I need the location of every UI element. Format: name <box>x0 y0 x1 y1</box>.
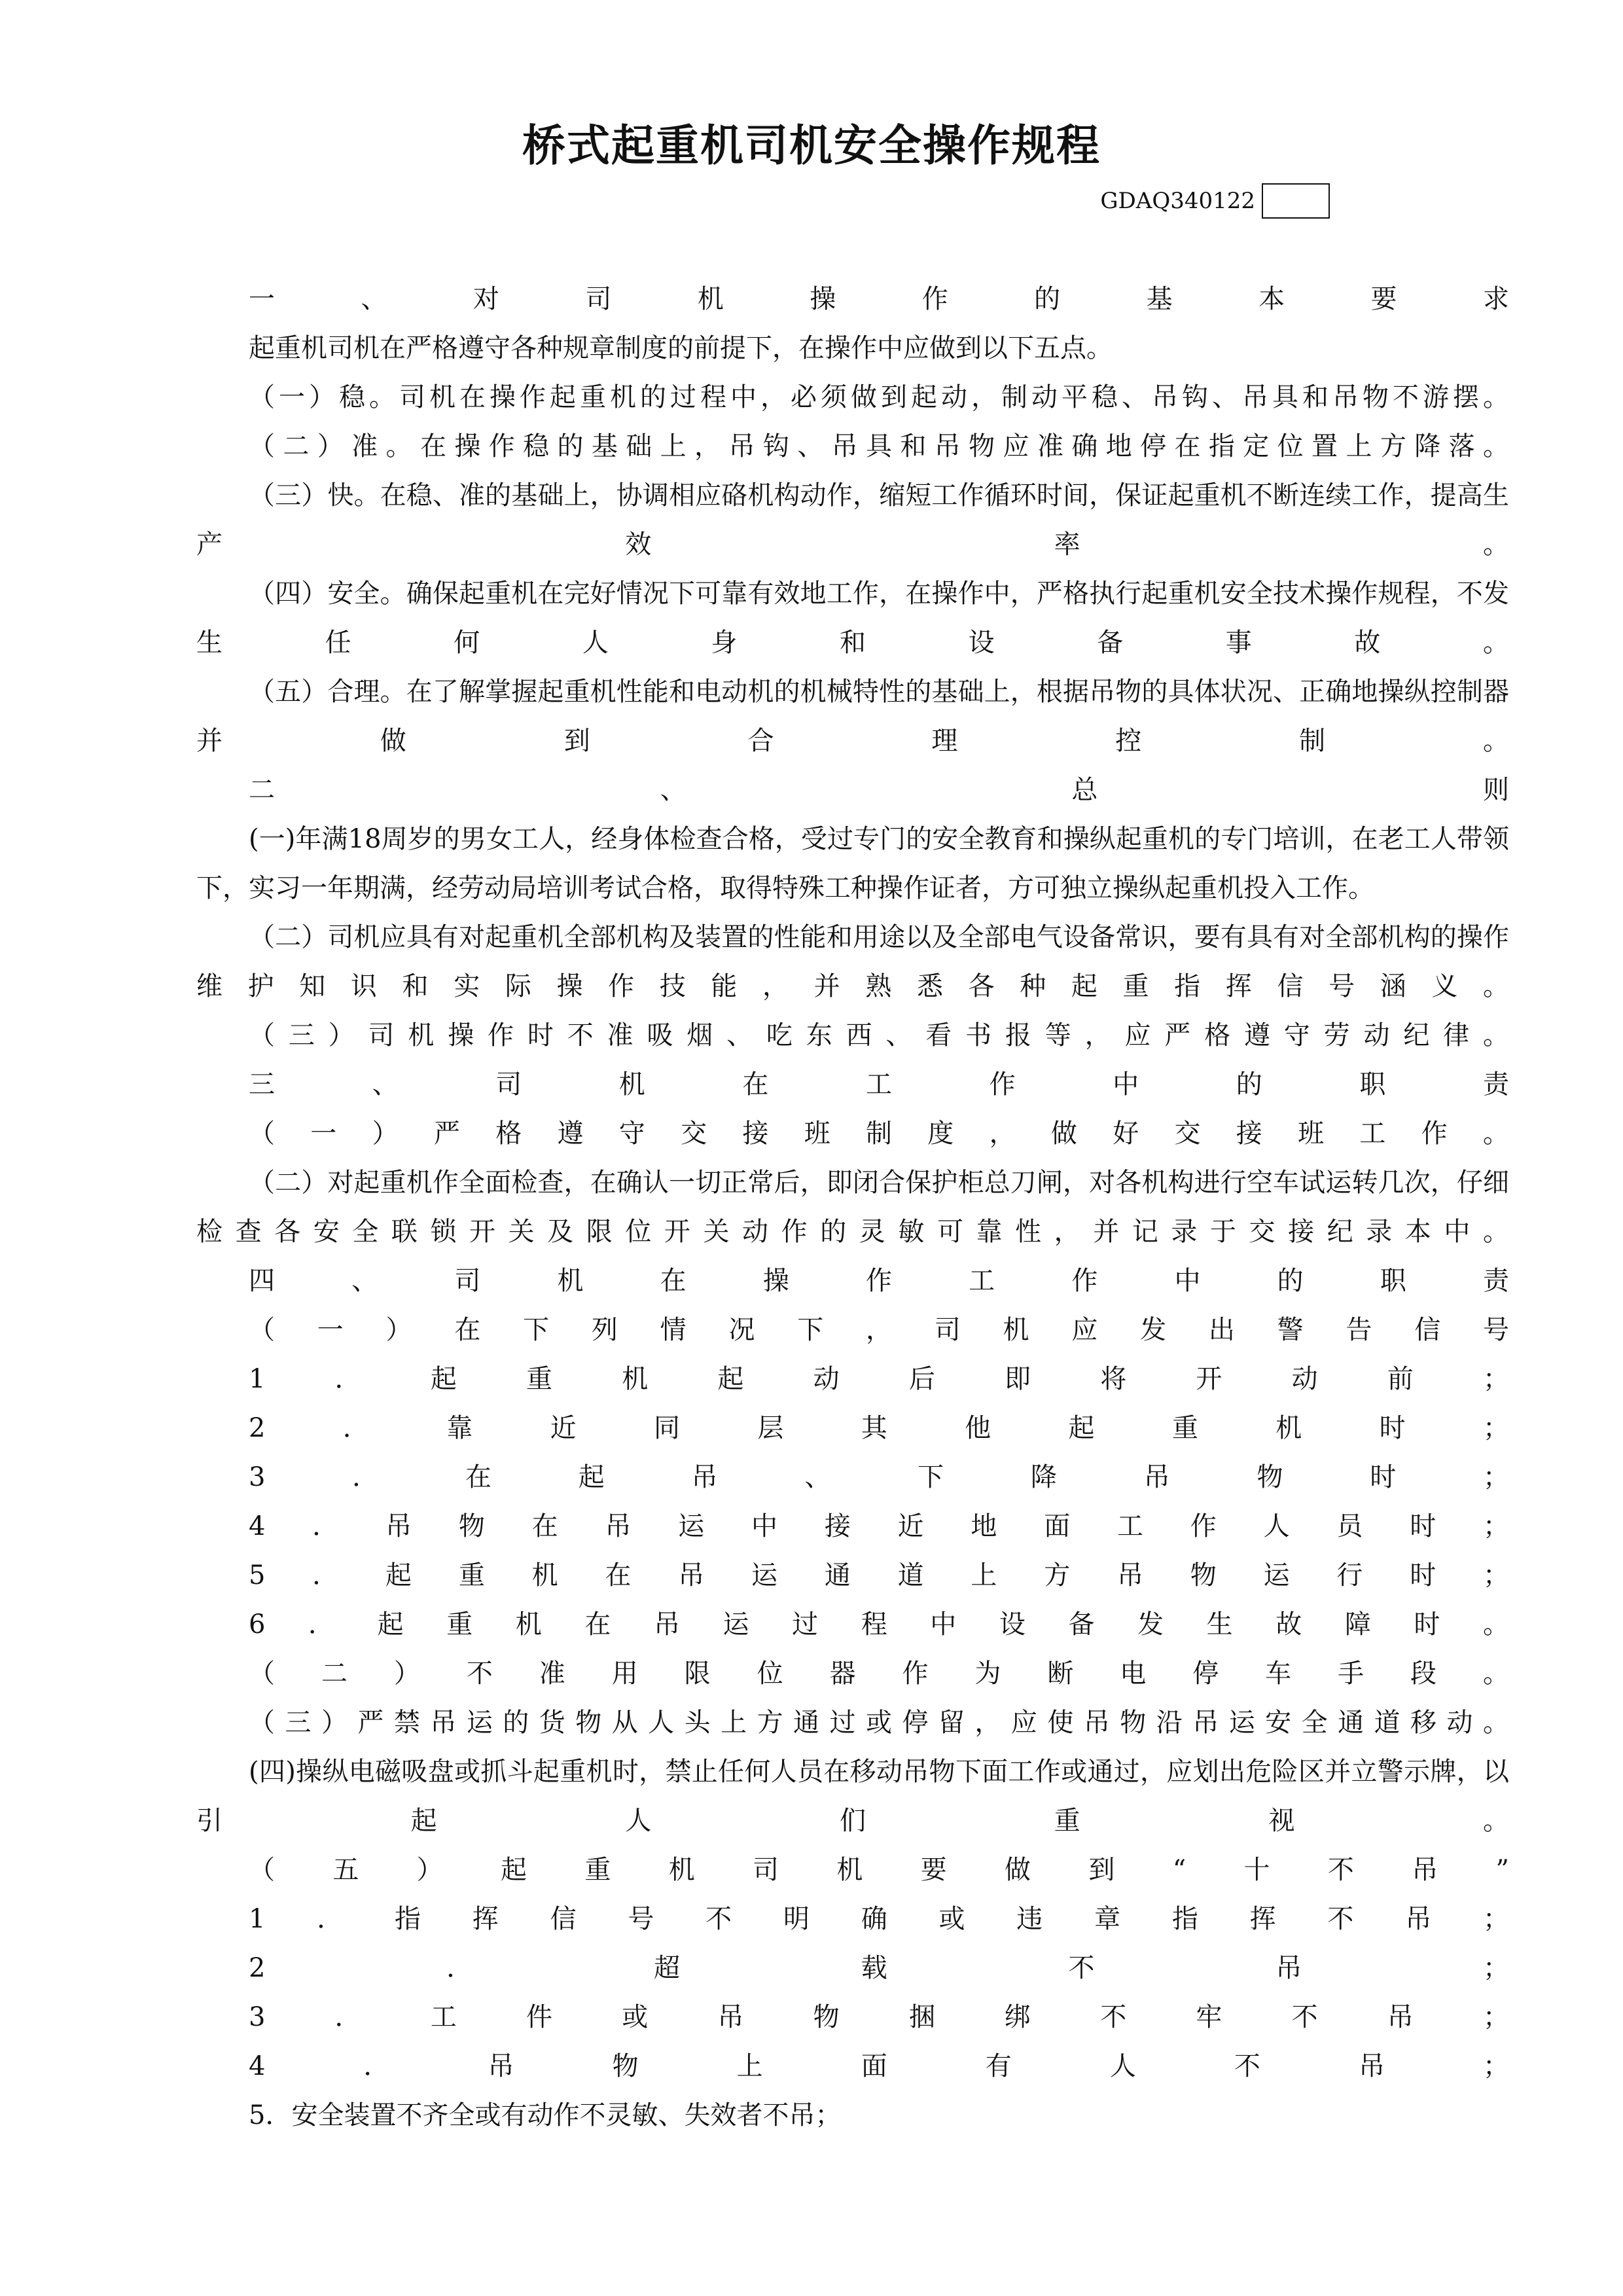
paragraph: 一、对司机操作的基本要求 <box>249 284 1509 314</box>
paragraph: 起重机司机在严格遵守各种规章制度的前提下，在操作中应做到以下五点。 <box>249 333 1113 363</box>
document-code-box <box>1262 183 1330 219</box>
document-code: GDAQ340122 <box>1100 188 1255 214</box>
paragraph: （一）稳。司机在操作起重机的过程中，必须做到起动，制动平稳、吊钩、吊具和吊物不游摆。 <box>249 382 1509 412</box>
paragraph: 3．在起吊、下降吊物时； <box>249 1462 1509 1492</box>
paragraph: （二）司机应具有对起重机全部机构及装置的性能和用途以及全部电气设备常识，要有具有对全部机构的操作维护知识和实际操作技能，并熟悉各种起重指挥信号涵义。 <box>196 922 1509 1001</box>
paragraph: (一)年满18周岁的男女工人，经身体检查合格，受过专门的安全教育和操纵起重机的专门培训，在老工人带领下，实习一年期满，经劳动局培训考试合格，取得特殊工种操作证者，方可独立操纵起重机投入工作。 <box>196 824 1509 903</box>
paragraph: （二）准。在操作稳的基础上，吊钩、吊具和吊物应准确地停在指定位置上方降落。 <box>249 431 1509 461</box>
document-code-row <box>1100 181 1330 221</box>
paragraph: 4．吊物在吊运中接近地面工作人员时； <box>249 1511 1509 1541</box>
document-body <box>196 275 1509 2140</box>
paragraph: 2．超载不吊； <box>249 1953 1509 1983</box>
paragraph: 1．起重机起动后即将开动前； <box>249 1364 1509 1394</box>
paragraph: 二、总则 <box>249 775 1509 805</box>
paragraph: （一）严格遵守交接班制度，做好交接班工作。 <box>249 1119 1509 1149</box>
document-title: 桥式起重机司机安全操作规程 <box>522 120 1101 171</box>
paragraph: （五）合理。在了解掌握起重机性能和电动机的机械特性的基础上，根据吊物的具体状况、正确地操纵控制器并做到合理控制。 <box>196 677 1509 756</box>
paragraph: （五）起重机司机要做到“十不吊” <box>249 1855 1509 1885</box>
paragraph: （四）安全。确保起重机在完好情况下可靠有效地工作，在操作中，严格执行起重机安全技术操作规程，不发生任何人身和设备事故。 <box>196 579 1509 658</box>
paragraph: 6．起重机在吊运过程中设备发生故障时。 <box>249 1609 1509 1640</box>
paragraph: 4．吊物上面有人不吊； <box>249 2051 1509 2081</box>
paragraph: （二）不准用限位器作为断电停车手段。 <box>249 1659 1509 1689</box>
paragraph: 1．指挥信号不明确或违章指挥不吊； <box>249 1904 1509 1934</box>
paragraph: (四)操纵电磁吸盘或抓斗起重机时，禁止任何人员在移动吊物下面工作或通过，应划出危险区并立警示牌，以引起人们重视。 <box>196 1757 1509 1836</box>
paragraph: （三）快。在稳、准的基础上，协调相应硌机构动作，缩短工作循环时间，保证起重机不断连续工作，提高生产效率。 <box>196 480 1509 560</box>
paragraph: （三）司机操作时不准吸烟、吃东西、看书报等，应严格遵守劳动纪律。 <box>249 1020 1509 1050</box>
paragraph: （三）严禁吊运的货物从人头上方通过或停留，应使吊物沿吊运安全通道移动。 <box>249 1708 1509 1738</box>
paragraph: 3．工件或吊物捆绑不牢不吊； <box>249 2002 1509 2032</box>
paragraph: 5．安全装置不齐全或有动作不灵敏、失效者不吊； <box>249 2100 842 2130</box>
paragraph: （二）对起重机作全面检查，在确认一切正常后，即闭合保护柜总刀闸，对各机构进行空车试运转几次，仔细检查各安全联锁开关及限位开关动作的灵敏可靠性，并记录于交接纪录本中。 <box>196 1168 1509 1247</box>
paragraph: （一）在下列情况下，司机应发出警告信号 <box>249 1315 1509 1345</box>
paragraph: 2．靠近同层其他起重机时； <box>249 1413 1509 1443</box>
paragraph: 四、司机在操作工作中的职责 <box>249 1266 1509 1296</box>
paragraph: 5．起重机在吊运通道上方吊物运行时； <box>249 1560 1509 1590</box>
paragraph: 三、司机在工作中的职责 <box>249 1069 1509 1100</box>
